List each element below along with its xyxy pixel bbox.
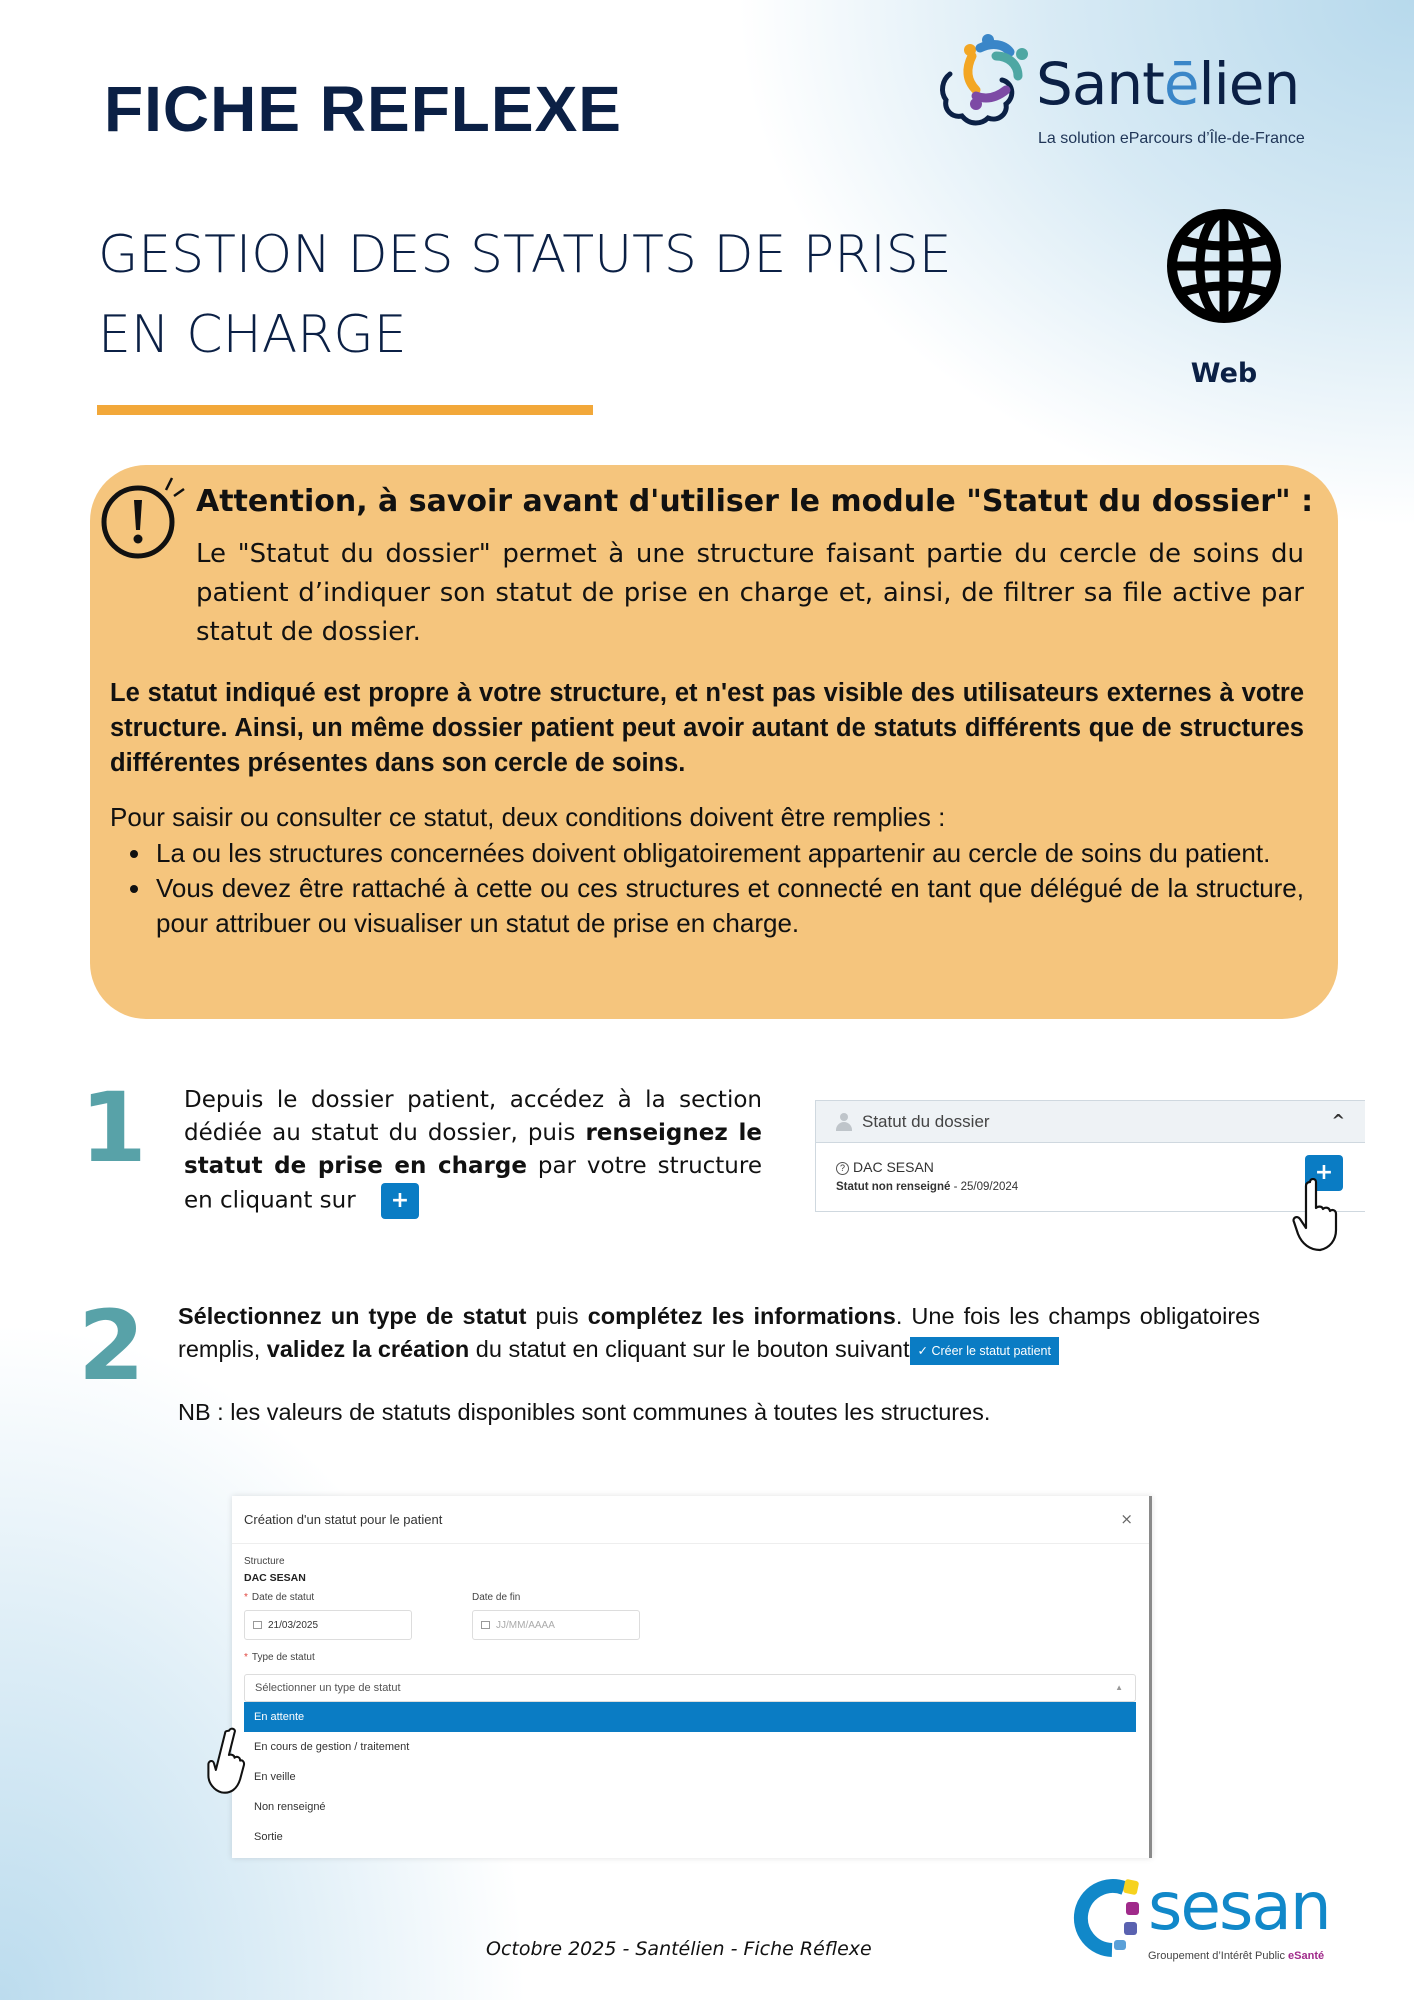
- create-status-modal: [232, 1496, 1152, 1858]
- caret-up-icon: ▲: [1115, 1683, 1123, 1692]
- step1-instructions: Depuis le dossier patient, accédez à la section dédiée au statut du dossier, puis renseignez le statut de prise en charge par votre structure en cliquant sur +: [184, 1084, 762, 1219]
- santelien-wordmark: Santēlien: [1036, 50, 1300, 118]
- close-icon[interactable]: ×: [1120, 1510, 1133, 1528]
- option-en-attente[interactable]: En attente: [244, 1702, 1136, 1732]
- conditions-intro: Pour saisir ou consulter ce statut, deux conditions doivent être remplies :: [110, 802, 946, 832]
- conditions-list: [130, 836, 1304, 941]
- structure-value: DAC SESAN: [244, 1572, 306, 1584]
- create-status-button-example[interactable]: ✓ Créer le statut patient: [910, 1337, 1059, 1365]
- step-number-2: 2: [78, 1290, 145, 1402]
- status-line: Statut non renseigné - 25/09/2024: [836, 1181, 1019, 1193]
- type-statut-options: [244, 1702, 1136, 1852]
- chevron-up-icon[interactable]: ^: [1331, 1111, 1345, 1130]
- modal-title: Création d'un statut pour le patient: [244, 1512, 443, 1527]
- date-fin-label: Date de fin: [472, 1592, 521, 1603]
- add-status-button[interactable]: +: [1305, 1155, 1343, 1191]
- santelien-emblem-icon: [936, 34, 1036, 144]
- add-status-button-example[interactable]: +: [381, 1183, 419, 1219]
- date-statut-label: * Date de statut: [244, 1592, 315, 1603]
- santelien-logo: [936, 34, 1356, 159]
- structure-name: ? DAC SESAN: [836, 1159, 1365, 1175]
- panel-header[interactable]: [816, 1101, 1365, 1143]
- type-statut-select[interactable]: Sélectionner un type de statut ▲: [244, 1674, 1136, 1702]
- type-statut-label: * Type de statut: [244, 1652, 315, 1663]
- footer-text: Octobre 2025 - Santélien - Fiche Réflexe: [486, 1938, 872, 1960]
- attention-warning: Le statut indiqué est propre à votre structure, et n'est pas visible des utilisateurs externes à votre structure. Ainsi, un même dossier patient peut avoir autant de statuts différents que de structures différentes présentes dans son cercle de soins.: [110, 679, 1304, 777]
- step2-instructions: Sélectionnez un type de statut puis complétez les informations. Une fois les champs obligatoires remplis, validez la création du statut en cliquant sur le bouton suivant ✓ Créer le statut patient: [178, 1300, 1260, 1366]
- sesan-wordmark: sesan: [1148, 1868, 1330, 1945]
- date-statut-input[interactable]: 21/03/2025: [244, 1610, 412, 1640]
- option-en-veille[interactable]: En veille: [254, 1771, 296, 1783]
- date-fin-input[interactable]: JJ/MM/AAAA: [472, 1610, 640, 1640]
- sesan-logo: [1072, 1868, 1332, 1968]
- structure-label: Structure: [244, 1556, 285, 1567]
- platform-label: Web: [1190, 358, 1258, 389]
- exclamation-icon: [100, 472, 190, 562]
- attention-intro: Le "Statut du dossier" permet à une structure faisant partie du cercle de soins du patient d’indiquer son statut de prise en charge et, ainsi, de filtrer sa file active par statut de dossier.: [196, 539, 1304, 647]
- condition-item: Vous devez être rattaché à cette ou ces structures et connecté en tant que délégué de la structure, pour attribuer ou visualiser un statut de prise en charge.: [130, 871, 1304, 941]
- option-non-renseigne[interactable]: Non renseigné: [254, 1801, 326, 1813]
- panel-title: Statut du dossier: [862, 1111, 990, 1131]
- step2-note: NB : les valeurs de statuts disponibles sont communes à toutes les structures.: [178, 1399, 991, 1425]
- pointing-hand-icon: [1292, 1178, 1342, 1253]
- calendar-icon: [481, 1621, 490, 1629]
- step-number-1: 1: [80, 1072, 147, 1184]
- pointing-hand-icon: [204, 1727, 252, 1797]
- option-sortie[interactable]: Sortie: [254, 1831, 283, 1843]
- calendar-icon: [253, 1621, 262, 1629]
- santelien-tagline: La solution eParcours d’Île-de-France: [1038, 130, 1305, 147]
- page-title: GESTION DES STATUTS DE PRISE EN CHARGE: [98, 225, 952, 365]
- user-icon: [836, 1113, 852, 1131]
- help-icon: ?: [836, 1162, 849, 1175]
- sesan-tagline: Groupement d’Intérêt Public eSanté: [1148, 1950, 1325, 1962]
- title-underline: [97, 405, 593, 415]
- doc-type-title: FICHE REFLEXE: [104, 73, 622, 145]
- statut-dossier-panel: [815, 1100, 1365, 1212]
- sesan-emblem-icon: [1072, 1878, 1152, 1958]
- condition-item: La ou les structures concernées doivent obligatoirement appartenir au cercle de soins du patient.: [130, 836, 1304, 871]
- option-en-cours[interactable]: En cours de gestion / traitement: [254, 1741, 410, 1753]
- globe-icon: [1164, 206, 1284, 326]
- attention-title: Attention, à savoir avant d'utiliser le module "Statut du dossier" :: [196, 484, 1314, 519]
